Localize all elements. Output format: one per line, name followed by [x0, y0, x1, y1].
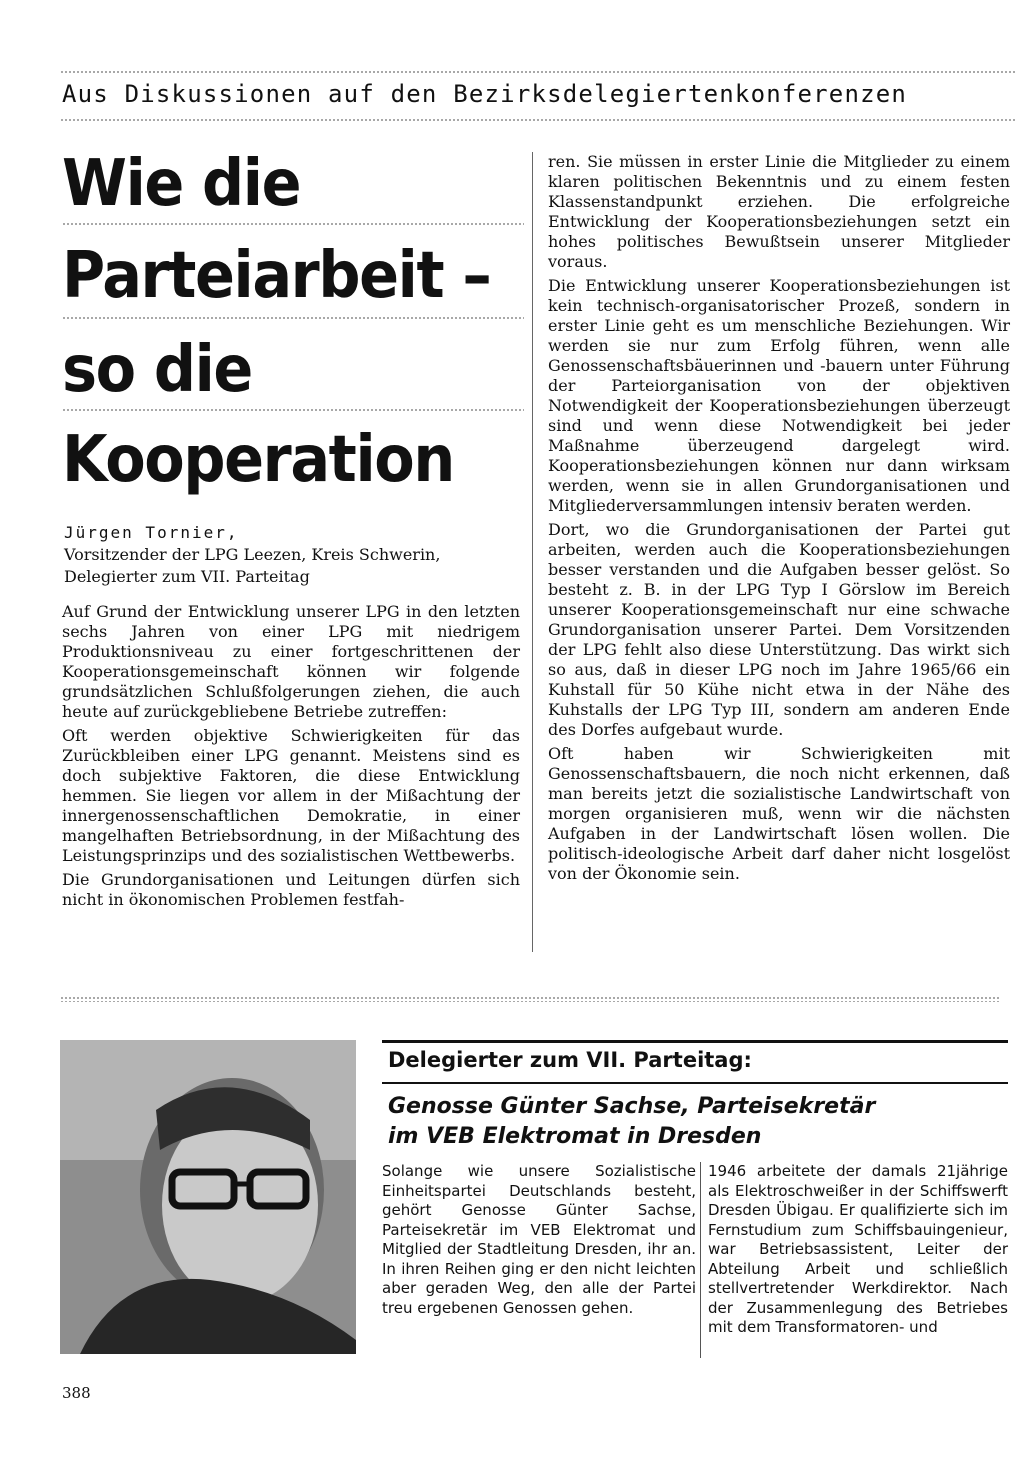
profile-mid-rule	[382, 1082, 1008, 1084]
profile-column-a: Solange wie unsere Sozialistische Einheitspartei Deutschlands besteht, gehört Genosse Günter Sachse, Parteisekretär im VEB Elektromat und Mitglied der Stadtleitung Dresden, ihr an. In ihren Reihen ging er den nicht leichten aber geraden Weg, den alle der Partei treu ergebenen Genossen gehen.	[382, 1162, 696, 1317]
column-divider	[532, 152, 533, 952]
headline-line-1: Wie die	[62, 147, 301, 221]
portrait-photo	[60, 1040, 356, 1354]
headline-rule-2	[62, 316, 524, 321]
section-dotted-rule	[60, 996, 1000, 1002]
headline-line-3: so die	[62, 333, 252, 407]
profile-title-line-2: im VEB Elektromat in Dresden	[388, 1124, 762, 1149]
paragraph: Die Grundorganisationen und Leitungen dürfen sich nicht in ökonomischen Problemen festfah-	[62, 870, 520, 909]
paragraph: Oft haben wir Schwierigkeiten mit Genossenschaftsbauern, die noch nicht erkennen, daß man bereits jetzt die sozialistische Landwirtschaft von morgen organisieren muß, wenn wir die nächsten Aufgaben in der Landwirtschaft lösen wollen. Die politisch-ideologische Arbeit darf daher nicht losgelöst von der Ökonomie sein.	[548, 744, 1010, 883]
profile-title	[388, 1092, 1008, 1152]
article-right-column	[548, 152, 1010, 888]
profile-kicker: Delegierter zum VII. Parteitag:	[388, 1048, 752, 1072]
headline-line-4: Kooperation	[62, 423, 454, 497]
profile-column-divider	[700, 1162, 701, 1358]
portrait-illustration	[60, 1040, 356, 1354]
top-dotted-rule	[60, 70, 1016, 75]
paragraph: Die Entwicklung unserer Kooperationsbeziehungen ist kein technisch-organisatorischer Prozeß, sondern in erster Linie geht es um menschliche Beziehungen. Wir werden sie nur zum Erfolg führen, wenn alle Genossenschaftsbäuerinnen und -bauern unter Führung der Parteiorganisation von der objektiven Notwendigkeit der Kooperationsbeziehungen überzeugt sind und wenn diese Notwendigkeit bei jeder Maßnahme überzeugend dargelegt wird. Kooperationsbeziehungen können nur dann wirksam werden, wenn sie in allen Grundorganisationen und Mitgliederversammlungen intensiv beraten werden.	[548, 276, 1010, 515]
kicker-dotted-rule	[60, 118, 1016, 123]
headline-rule-3	[62, 408, 524, 413]
article-left-column	[62, 602, 520, 914]
page-number: 388	[62, 1384, 91, 1402]
paragraph: Oft werden objektive Schwierigkeiten für das Zurückbleiben einer LPG genannt. Meistens sind es doch subjektive Faktoren, die diese Entwicklung hemmen. Sie liegen vor allem in der Mißachtung der innergenossenschaftlichen Demokratie, in einer mangelhaften Betriebsordnung, in der Mißachtung des Leistungsprinzips und des sozialistischen Wettbewerbs.	[62, 726, 520, 865]
headline-line-2: Parteiarbeit –	[62, 239, 491, 313]
profile-title-line-1: Genosse Günter Sachse, Parteisekretär	[388, 1094, 876, 1119]
author-role: Vorsitzender der LPG Leezen, Kreis Schwerin,	[64, 545, 441, 564]
section-kicker: Aus Diskussionen auf den Bezirksdelegiertenkonferenzen	[62, 80, 908, 108]
paragraph: Dort, wo die Grundorganisationen der Partei gut arbeiten, werden auch die Kooperationsbeziehungen besser verstanden und die Aufgaben besser gelöst. So besteht z. B. in der LPG Typ I Görslow im Bereich unserer Kooperationsgemeinschaft nur eine schwache Grundorganisation unserer Partei. Dem Vorsitzenden der LPG fehlt also diese Unterstützung. Das wirkt sich so aus, daß in dieser LPG noch im Jahre 1965/66 ein Kuhstall für 50 Kühe nicht etwa in der Nähe des Kuhstalls der LPG Typ III, sondern am anderen Ende des Dorfes aufgebaut wurde.	[548, 520, 1010, 739]
profile-column-b: 1946 arbeitete der damals 21jährige als Elektroschweißer in der Schiffswerft Dresden Übigau. Er qualifizierte sich im Fernstudium zum Schiffsbauingenieur, war Betriebsassistent, Leiter der Abteilung Arbeit und schließlich stellvertretender Werkdirektor. Nach der Zusammenlegung des Betriebes mit dem Transformatoren- und	[708, 1162, 1008, 1336]
author-delegate: Delegierter zum VII. Parteitag	[64, 567, 310, 586]
headline-rule-1	[62, 222, 524, 227]
author-block	[64, 522, 522, 588]
paragraph: Auf Grund der Entwicklung unserer LPG in den letzten sechs Jahren von einer LPG mit niedrigem Produktionsniveau zu einer fortgeschrittenen der Kooperationsgemeinschaft können wir folgende grundsätzlichen Schlußfolgerungen ziehen, die auch heute auf zurückgebliebene Betriebe zutreffen:	[62, 602, 520, 721]
author-name: Jürgen Tornier,	[64, 523, 239, 542]
paragraph: ren. Sie müssen in erster Linie die Mitglieder zu einem klaren politischen Bekenntnis und zu einem festen Klassenstandpunkt erziehen. Die erfolgreiche Entwicklung der Kooperationsbeziehungen setzt ein hohes politisches Bewußtsein unserer Mitglieder voraus.	[548, 152, 1010, 271]
profile-top-rule	[382, 1040, 1008, 1043]
